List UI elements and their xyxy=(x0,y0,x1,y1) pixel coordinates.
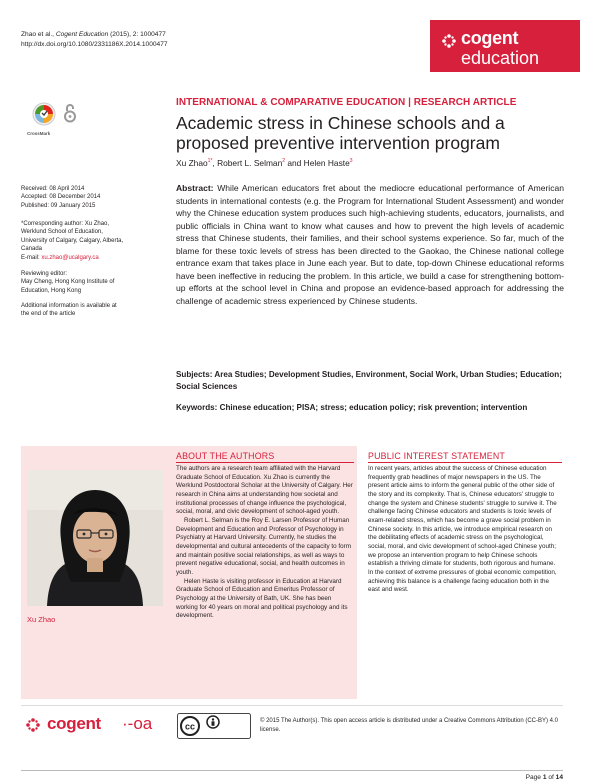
abstract-label: Abstract: xyxy=(176,183,214,193)
subjects: Subjects: Area Studies; Development Studies, Environment, Social Work, Urban Studies; Education; Social Sciences xyxy=(176,370,562,391)
additional-information: Additional information is available at the end of the article xyxy=(21,303,117,318)
public-interest-heading: PUBLIC INTEREST STATEMENT xyxy=(368,451,505,461)
cogent-logo-icon xyxy=(441,33,457,49)
publication-dates: Received: 08 April 2014 Accepted: 08 December 2014 Published: 09 January 2015 xyxy=(21,186,101,209)
subjects-text: Area Studies; Development Studies, Environment, Social Work, Urban Studies; Education; Social Sciences xyxy=(176,370,562,391)
public-interest-text: In recent years, articles about the success of Chinese education frequently grab headlines of major newspapers in the US. The present article aims to inform the general public of the other side of the story and its complexity. That is, Chinese educators' struggle to change the system and Chinese students' struggle to survive it. The challenge facing Chinese educators and students is toxic levels of exam-related stress, which has become a grave social problem in Chinese society. In this article, we introduce empirical research on the debilitating effects of academic stress on the psychological, social, moral, and civic development of school-aged Chinese youth; we propose an intervention program to help Chinese schools establish a thriving climate for students, both rigorous and humane. In the context of extreme pressures of global economic competition, achieving this balance is a challenge facing education both in the east and west. xyxy=(368,465,557,594)
email-link[interactable]: xu.zhao@ucalgary.ca xyxy=(41,254,99,261)
abstract-text: While American educators fret about the mediocre educational performance of American students in international contests (e.g. the Program for International Student Assessment) and wonder why the Chinese education system produces such high-achieving students, educators, journalists, and public officials in China want to know what causes and how to prevent the high levels of academic stress that Chinese students, their families, and their school systems experience. So far, much of the blame for these toxic levels of stress has been directed to the Gaokao, the Chinese national college entrance exam that takes place in June each year. But to date, top-down Chinese educational reforms have been ineffective in reducing the problem. In this article, we build a case for strengthening bottom-up efforts at the school level in China and propose an evidence-based approach for addressing the challenge of academic stress experienced by Chinese students. xyxy=(176,183,564,306)
about-paragraph: Helen Haste is visiting professor in Education at Harvard Graduate School of Education and Emeritus Professor of Psychology at the University of Bath, UK. She has been working for 40 years on moral and political psychology and its development. xyxy=(176,577,348,620)
journal-name: Cogent Education xyxy=(55,31,109,38)
cogent-education-logo xyxy=(430,20,580,72)
about-paragraph: The authors are a research team affiliated with the Harvard Graduate School of Education. Xu Zhao is currently the Werklund Postdoctoral Scholar at the University of Calgary. Her research in China aims at understanding how societal and institutional processes of change influence the psychological, social, moral, and civic development of school-aged youth. xyxy=(176,465,353,516)
author-name[interactable]: Robert L. Selman xyxy=(217,158,283,168)
keywords-text: Chinese education; PISA; stress; education policy; risk prevention; intervention xyxy=(219,403,528,412)
cc-by-license-icon[interactable] xyxy=(177,713,251,739)
license-statement: © 2015 The Author(s). This open access article is distributed under a Creative Commons Attribution (CC-BY) 4.0 license. xyxy=(260,718,559,733)
about-authors-heading: ABOUT THE AUTHORS xyxy=(176,451,275,461)
doi-link[interactable]: http://dx.doi.org/10.1080/2331186X.2014.1000477 xyxy=(21,40,168,48)
about-paragraph: Robert L. Selman is the Roy E. Larsen Professor of Human Development and Education and Professor of Psychology in Psychiatry at Harvard University. Currently, he studies the developmental and cultural antecedents of the capacity to form and maintain positive social relationships, as well as ways to prevent negative educational, social, and health outcomes in youth. xyxy=(176,516,352,576)
public-interest-rule xyxy=(368,462,562,463)
oa-suffix: ·-oa xyxy=(122,714,153,733)
page-number: Page 1 of 14 xyxy=(525,774,563,781)
author-name[interactable]: Helen Haste xyxy=(303,158,350,168)
svg-text:cc: cc xyxy=(184,721,196,732)
cogent-oa-logo: cogent ·-oa xyxy=(21,712,221,738)
author-list: Xu Zhao$^{1*}$, Robert L. Selman$^2$ and Helen Haste$^3$ xyxy=(176,158,353,168)
footer-bottom-rule xyxy=(21,770,563,771)
crossmark-label: CrossMark xyxy=(27,131,51,136)
crossmark-icon[interactable] xyxy=(31,102,57,132)
citation-line-1: Zhao et al., Cogent Education (2015), 2: 1000477 xyxy=(21,31,166,38)
about-authors-text xyxy=(176,465,354,621)
open-access-lock-icon xyxy=(63,103,77,123)
footer-divider xyxy=(21,705,563,706)
author-photo xyxy=(27,470,163,606)
author-portrait-image xyxy=(27,470,163,606)
author-name[interactable]: Xu Zhao xyxy=(176,158,208,168)
cogent-oa-mark-icon xyxy=(25,717,41,733)
article-title: Academic stress in Chinese schools and a proposed preventive intervention program xyxy=(176,113,505,153)
reviewing-editor: Reviewing editor: May Cheng, Hong Kong Institute of Education, Hong Kong xyxy=(21,271,115,294)
corresponding-author: *Corresponding author: Xu Zhao, Werklund School of Education, University of Calgary, Calgary, Alberta, Canada E-mail: xu.zhao@ucalgary.ca xyxy=(21,221,124,261)
keywords: Keywords: Chinese education; PISA; stress; education policy; risk prevention; intervention xyxy=(176,403,528,412)
abstract xyxy=(176,182,564,307)
article-section-label: INTERNATIONAL & COMPARATIVE EDUCATION | RESEARCH ARTICLE xyxy=(176,97,517,108)
logo-brand: cogent xyxy=(461,28,519,48)
header-citation xyxy=(21,30,168,49)
photo-caption: Xu Zhao xyxy=(27,615,56,624)
logo-subbrand: education xyxy=(461,48,540,68)
about-heading-rule xyxy=(176,462,354,463)
